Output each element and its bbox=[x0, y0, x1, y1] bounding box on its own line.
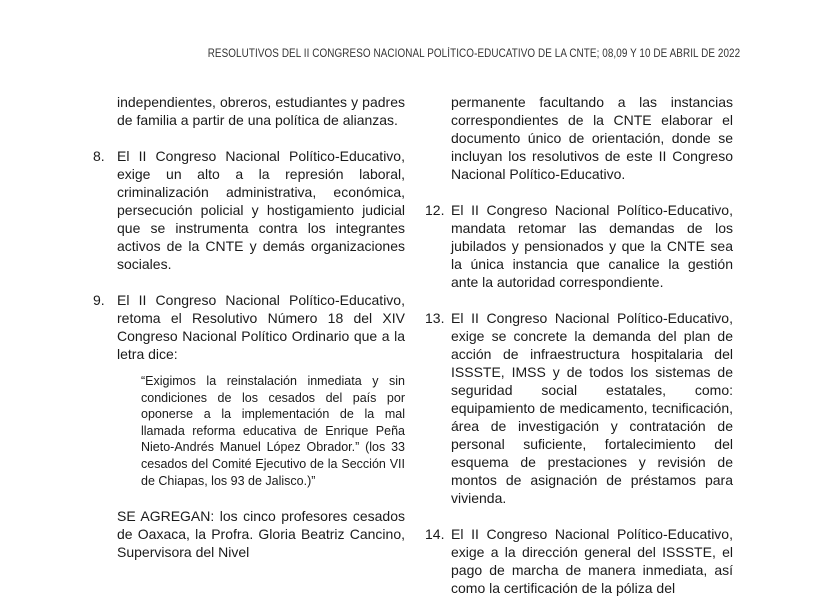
resolution-number: 9. bbox=[93, 292, 105, 308]
resolution-text: El II Congreso Nacional Político-Educativo, exige se concrete la demanda del plan de acción de infraestructura hospitalaria del ISSSTE, IMSS y de todos los sistemas de seguridad social estatales, como: equipamiento de medicamento, tecnificación, área de investigación y contratación de personal suficiente, fortalecimiento del esquema de prestaciones y revisión de montos de asignación de préstamos para vivienda. bbox=[451, 310, 733, 506]
running-header: RESOLUTIVOS DEL II CONGRESO NACIONAL POLÍTICO-EDUCATIVO DE LA CNTE; 08,09 Y 10 DE ABRIL DE 2022 bbox=[207, 48, 740, 60]
continuation-paragraph: independientes, obreros, estudiantes y padres de familia a partir de una política de alianzas. bbox=[117, 94, 405, 128]
resolution-text: El II Congreso Nacional Político-Educativo, retoma el Resolutivo Número 18 del XIV Congreso Nacional Político Ordinario que a la letra dice: bbox=[117, 292, 405, 362]
additions-paragraph: SE AGREGAN: los cinco profesores cesados de Oaxaca, la Profra. Gloria Beatriz Cancino, Supervisora del Nivel bbox=[117, 508, 405, 561]
resolution-8 bbox=[93, 147, 405, 273]
resolution-text: El II Congreso Nacional Político-Educativo, exige a la dirección general del ISSSTE, el pago de marcha de manera inmediata, así como la certificación de la póliza del bbox=[451, 526, 733, 596]
resolution-number: 12. bbox=[425, 202, 445, 218]
resolution-9 bbox=[93, 291, 405, 363]
right-column bbox=[425, 93, 733, 597]
resolution-number: 14. bbox=[425, 526, 445, 542]
resolution-14 bbox=[425, 525, 733, 597]
resolution-12 bbox=[425, 201, 733, 291]
quoted-resolution: “Exigimos la reinstalación inmediata y sin condiciones de los cesados del país por oponerse a la implementación de la mal llamada reforma educativa de Enrique Peña Nieto-Andrés Manuel López Obrador.” (los 33 cesados del Comité Ejecutivo de la Sección VII de Chiapas, los 93 de Jalisco.)” bbox=[141, 374, 405, 488]
resolution-text: El II Congreso Nacional Político-Educativo, exige un alto a la represión laboral, criminalización administrativa, económica, persecución policial y hostigamiento judicial que se instrumenta contra los integrantes activos de la CNTE y demás organizaciones sociales. bbox=[117, 148, 405, 272]
resolution-13 bbox=[425, 309, 733, 507]
left-column bbox=[93, 93, 405, 561]
resolution-number: 8. bbox=[93, 148, 105, 164]
continuation-paragraph: permanente facultando a las instancias correspondientes de la CNTE elaborar el documento único de orientación, donde se incluyan los resolutivos de este II Congreso Nacional Político-Educativo. bbox=[451, 94, 733, 182]
resolution-number: 13. bbox=[425, 310, 445, 326]
resolution-text: El II Congreso Nacional Político-Educativo, mandata retomar las demandas de los jubilados y pensionados y que la CNTE sea la única instancia que canalice la gestión ante la autoridad correspondiente. bbox=[451, 202, 733, 290]
